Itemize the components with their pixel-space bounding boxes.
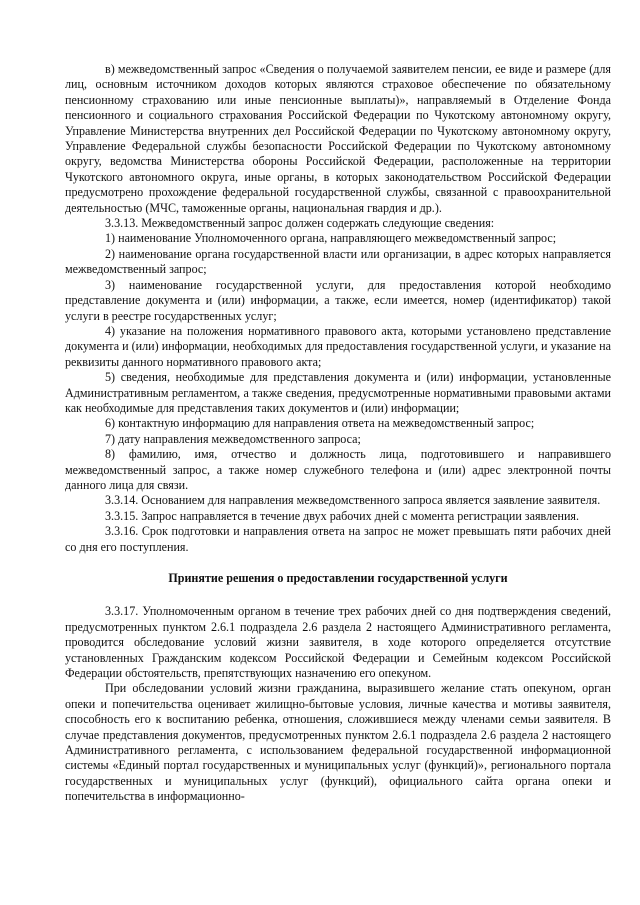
paragraph-request-v: в) межведомственный запрос «Сведения о получаемой заявителем пенсии, ее виде и размере (для лиц, основным источником доходов которых являются страховое обеспечение по обязательному пенсионному страхованию или иные пенсионные выплаты)», направляемый в Отделение Фонда пенсионного и социального страхования Российской Федерации по Чукотскому автономному округу, Управление Министерства внутренних дел Российской Федерации по Чукотскому автономному округу, Управление Федеральной службы безопасности Российской Федерации по Чукотскому автономному округу, ведомства Министерства обороны Российской Федерации, расположенные на территории Чукотского автономного округа, иные органы, в которых законодательством Российской Федерации предусмотрено прохождение федеральной государственной службы, связанной с правоохранительной деятельностью (МЧС, таможенные органы, национальная гвардия и др.). <box>65 62 611 215</box>
paragraph-3-3-13: 3.3.13. Межведомственный запрос должен содержать следующие сведения: <box>105 216 495 231</box>
document-page <box>65 62 611 805</box>
list-item-5: 5) сведения, необходимые для представления документа и (или) информации, установленные Административным регламентом, а также сведения, предусмотренные нормативными правовыми актами как необходимые для представления таких документов и (или) информации; <box>65 370 611 415</box>
list-item-2: 2) наименование органа государственной власти или организации, в адрес которых направляется межведомственный запрос; <box>65 246 611 277</box>
paragraph-3-3-15: 3.3.15. Запрос направляется в течение двух рабочих дней с момента регистрации заявления. <box>105 508 579 523</box>
list-item-4: 4) указание на положения нормативного правового акта, которыми установлено представление документа и (или) информации, необходимых для предоставления государственной услуги, и указание на реквизиты данного нормативного правового акта; <box>65 323 611 369</box>
section-heading: Принятие решения о предоставлении государственной услуги <box>168 571 508 585</box>
list-item-8: 8) фамилию, имя, отчество и должность лица, подготовившего и направившего межведомственный запрос, а также номер служебного телефона и (или) адрес электронной почты данного лица для связи. <box>65 447 611 492</box>
list-item-1: 1) наименование Уполномоченного органа, направляющего межведомственный запрос; <box>105 231 557 246</box>
list-item-7: 7) дату направления межведомственного запроса; <box>105 431 361 446</box>
paragraph-3-3-16: 3.3.16. Срок подготовки и направления ответа на запрос не может превышать пяти рабочих дней со дня его поступления. <box>65 524 611 554</box>
paragraph-3-3-17: 3.3.17. Уполномоченным органом в течение трех рабочих дней со дня подтверждения сведений, предусмотренных пунктом 2.6.1 подраздела 2.6 раздела 2 настоящего Административного регламента, проводится обследование условий жизни заявителя, в ходе которого определяется отсутствие установленных Гражданским кодексом Российской Федерации и Семейным кодексом Российской Федерации обстоятельств, препятствующих назначению его опекуном. <box>65 604 611 681</box>
paragraph-inspection: При обследовании условий жизни гражданина, выразившего желание стать опекуном, орган опеки и попечительства оценивает жилищно-бытовые условия, личные качества и мотивы заявителя, способность его к воспитанию ребенка, отношения, сложившиеся между членами семьи заявителя. В случае представления документов, предусмотренных пунктом 2.6.1 подраздела 2.6 раздела 2 настоящего Административного регламента, с использованием федеральной государственной информационной системы «Единый портал государственных и муниципальных услуг (функций)», регионального портала государственных и муниципальных услуг (функций), официального сайта органа опеки и попечительства в информационно- <box>65 681 611 804</box>
paragraph-3-3-14: 3.3.14. Основанием для направления межведомственного запроса является заявление заявителя. <box>105 493 601 508</box>
list-item-6: 6) контактную информацию для направления ответа на межведомственный запрос; <box>105 416 535 431</box>
list-item-3: 3) наименование государственной услуги, для предоставления которой необходимо представление документа и (или) информации, а также, если имеется, номер (идентификатор) такой услуги в реестре государственных услуг; <box>65 277 611 323</box>
